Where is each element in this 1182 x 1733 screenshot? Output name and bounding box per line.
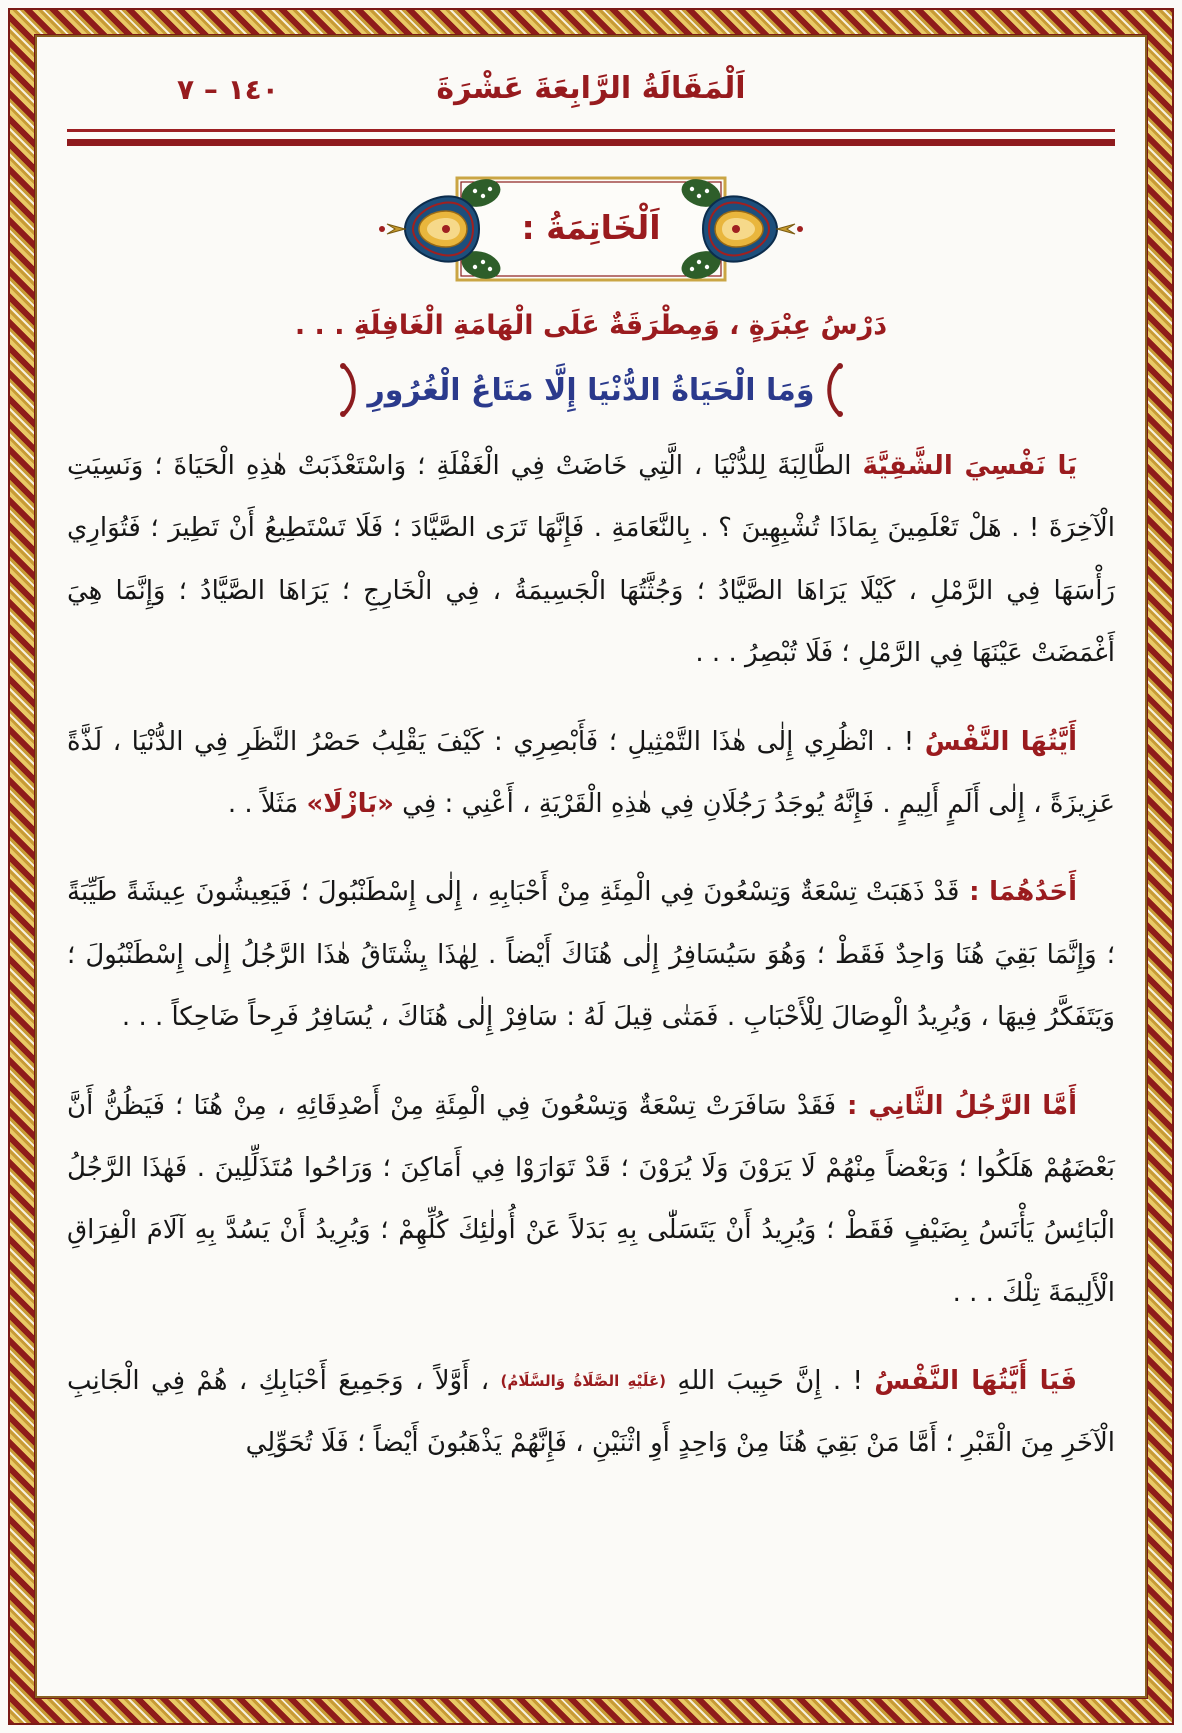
body-text: ! . إِنَّ حَبِيبَ اللهِ xyxy=(666,1366,875,1397)
paragraph xyxy=(67,861,1115,1048)
paragraph xyxy=(67,1075,1115,1325)
lead-in-phrase: أَيَّتُهَا النَّفْسُ xyxy=(924,726,1077,757)
paragraph xyxy=(67,435,1115,685)
ornate-bracket-open-icon xyxy=(823,363,845,417)
lead-in-phrase: أَمَّا الرَّجُلُ الثَّانِي : xyxy=(836,1090,1077,1121)
header-rule xyxy=(67,129,1115,146)
salawat-ligature: (عَلَيْهِ الصَّلَاةُ وَالسَّلَامُ) xyxy=(500,1372,667,1391)
lead-in-phrase: يَا نَفْسِيَ الشَّقِيَّةَ xyxy=(862,451,1077,481)
page-content xyxy=(35,35,1147,1698)
section-title: اَلْخَاتِمَةُ : xyxy=(521,207,661,247)
lead-in-phrase: فَيَا أَيَّتُهَا النَّفْسُ xyxy=(874,1366,1077,1397)
body-paragraphs xyxy=(67,435,1115,1475)
body-text: قَدْ ذَهَبَتْ تِسْعَةٌ وَتِسْعُونَ فِي الْمِئَةِ مِنْ أَحْبَابِهِ ، إِلٰى إِسْطَنْبُولَ ؛ فَيَعِيشُونَ عِيشَةً طَيِّبَةً ؛ وَإِنَّمَا بَقِيَ هُنَا وَاحِدٌ فَقَطْ ؛ وَهُوَ سَيُسَافِرُ إِلٰى هُنَاكَ أَيْضاً . لِهٰذَا يِشْتَاقُ هٰذَا الرَّجُلُ إِلٰى إِسْطَنْبُولَ ؛ وَيَتَفَكَّرُ فِيهَا ، وَيُرِيدُ الْوِصَالَ لِلْأَحْبَابِ . فَمَتٰى قِيلَ لَهُ : سَافِرْ إِلٰى هُنَاكَ ، يُسَافِرُ فَرِحاً ضَاحِكاً . . . xyxy=(67,877,1115,1033)
page-number: ١٤٠ – ٧ xyxy=(177,73,279,106)
page-header xyxy=(67,71,1115,123)
ornate-bracket-close-icon xyxy=(338,363,360,417)
lead-in-phrase: «بَازْلَا» xyxy=(306,788,394,819)
lead-in-phrase: أَحَدُهُمَا : xyxy=(959,877,1078,908)
section-subtitle: دَرْسُ عِبْرَةٍ ، وَمِطْرَقَةٌ عَلَى الْهَامَةِ الْغَافِلَةِ . . . xyxy=(294,310,888,341)
section-cartouche xyxy=(371,168,811,290)
body-text: ، أَوَّلاً ، وَجَمِيعَ أَحْبَابِكِ ، هُمْ فِي الْجَانِبِ الْآخَرِ مِنَ الْقَبْرِ ؛ أَمَّا مَنْ بَقِيَ هُنَا مِنْ وَاحِدٍ أَوِ اثْنَيْنِ ، فَإِنَّهُمْ يَذْهَبُونَ أَيْضاً ؛ فَلَا تُحَوِّلِي xyxy=(67,1366,1115,1459)
body-text: مَثَلاً . . xyxy=(227,788,307,819)
decorative-border xyxy=(8,8,1174,1725)
quran-verse xyxy=(67,363,1115,417)
chapter-title: اَلْمَقَالَةُ الرَّابِعَةَ عَشْرَةَ xyxy=(436,71,746,106)
body-text: فَقَدْ سَافَرَتْ تِسْعَةٌ وَتِسْعُونَ فِي الْمِئَةِ مِنْ أَصْدِقَائِهِ ، مِنْ هُنَا ؛ فَيَظُنُّ أَنَّ بَعْضَهُمْ هَلَكُوا ؛ وَبَعْضاً مِنْهُمْ لَا يَرَوْنَ وَلَا يُرَوْنَ ؛ قَدْ تَوَارَوْا فِي أَمَاكِنَ ؛ وَرَاحُوا مُتَذَلِّلِينَ . فَهٰذَا الرَّجُلُ الْبَائِسُ يَأْنَسُ بِضَيْفٍ فَقَطْ ؛ وَيُرِيدُ أَنْ يَتَسَلّٰى بِهِ بَدَلاً عَنْ أُولٰئِكَ كُلِّهِمْ ؛ وَيُرِيدُ أَنْ يَسُدَّ بِهِ آلَامَ الْفِرَاقِ الْأَلِيمَةَ تِلْكَ . . . xyxy=(67,1090,1115,1308)
paragraph xyxy=(67,711,1115,836)
verse-text: وَمَا الْحَيَاةُ الدُّنْيَا إِلَّا مَتَاعُ الْغُرُورِ xyxy=(367,372,815,408)
paragraph xyxy=(67,1350,1115,1475)
header-rule-thin xyxy=(67,129,1115,132)
body-text: ! . انْظُرِي إِلٰى هٰذَا التَّمْثِيلِ ؛ فَأَبْصِرِي : كَيْفَ يَقْلِبُ حَصْرُ النَّظَرِ فِي الدُّنْيَا ، لَذَّةً عَزِيزَةً ، إِلٰى أَلَمٍ أَلِيمٍ . فَإِنَّهُ يُوجَدُ رَجُلَانِ فِي هٰذِهِ الْقَرْيَةِ ، أَعْنِي : فِي xyxy=(67,726,1115,819)
header-rule-thick xyxy=(67,139,1115,146)
body-text: الطَّالِبَةَ لِلدُّنْيَا ، الَّتِي خَاضَتْ فِي الْغَفْلَةِ ؛ وَاسْتَعْذَبَتْ هٰذِهِ الْحَيَاةَ ؛ وَنَسِيَتِ الْآخِرَةَ ! . هَلْ تَعْلَمِينَ بِمَاذَا تُشْبِهِينَ ؟ . بِالنَّعَامَةِ . فَإِنَّهَا تَرَى الصَّيَّادَ ؛ فَلَا تَسْتَطِيعُ أَنْ تَطِيرَ ؛ فَتُوَارِي رَأْسَهَا فِي الرَّمْلِ ، كَيْلَا يَرَاهَا الصَّيَّادُ ؛ وَجُثَّتُهَا الْجَسِيمَةُ ، فِي الْخَارِجِ ؛ يَرَاهَا الصَّيَّادُ ؛ وَإِنَّمَا هِيَ أَغْمَضَتْ عَيْنَهَا فِي الرَّمْلِ ؛ فَلَا تُبْصِرُ . . . xyxy=(67,451,1115,669)
